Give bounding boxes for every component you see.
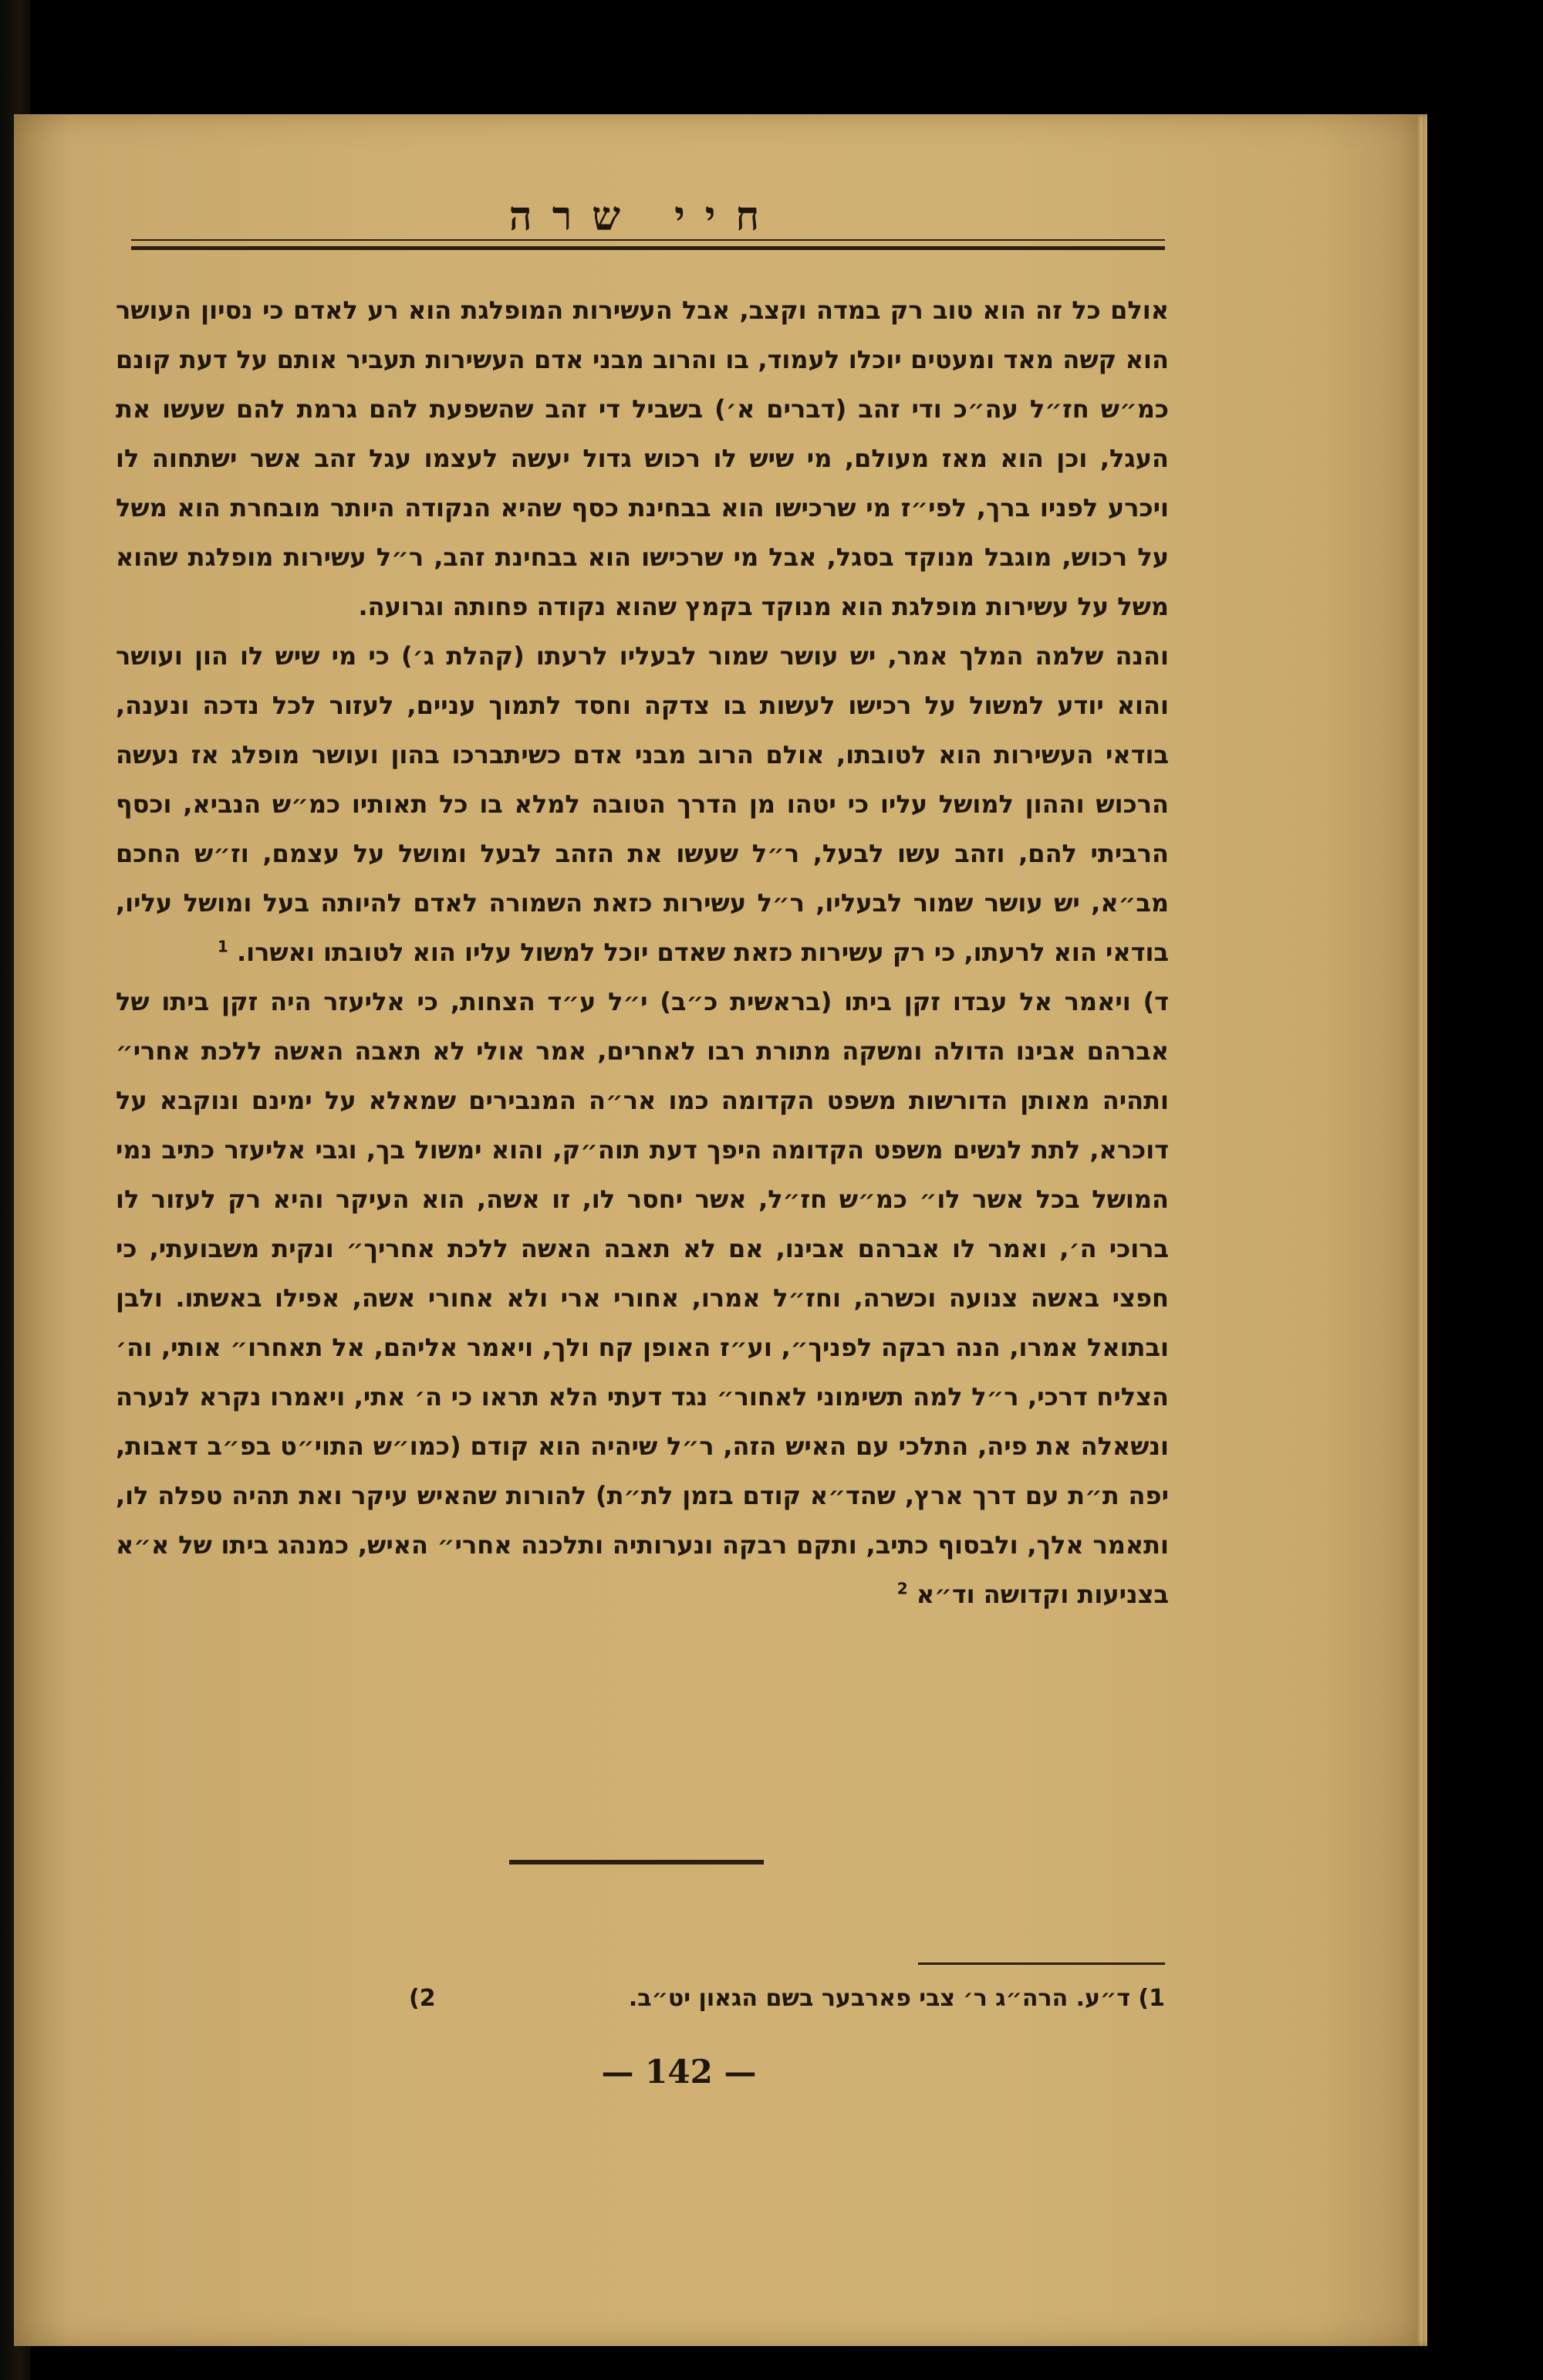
header-rule xyxy=(131,239,1165,250)
footnotes xyxy=(370,1976,1165,2022)
footnote-marker-1: 1 xyxy=(217,937,228,956)
paragraph-3-text: ד) ויאמר אל עבדו זקן ביתו (בראשית כ״ב) י״ל ע״ד הצחות, כי אליעזר היה זקן ביתו של אברהם אבינו הדולה ומשקה מתורת רבו לאחרים, אמר אולי לא תאבה האשה ללכת אחרי״ ותהיה מאותן הדורשות משפט הקדומה כמו אר״ה המנבירים שמאלא על ימינם ונוקבא על דוכרא, לתת לנשים משפט הקדומה היפך דעת תוה״ק, והוא ימשול בך, וגבי אליעזר כתיב נמי המושל בכל אשר לו״ כמ״ש חז״ל, אשר יחסר לו, זו אשה, הוא העיקר והיא רק לעזור לו ברוכי ה׳, ואמר לו אברהם אבינו, אם לא תאבה האשה ללכת אחריך״ ונקית משבועתי, כי חפצי באשה צנועה וכשרה, וחז״ל אמרו, אחורי ארי ולא אחורי אשה, אפילו באשתו. ולבן ובתואל אמרו, הנה רבקה לפניך״, וע״ז האופן קח ולך, ויאמר אליהם, אל תאחרו״ אותי, וה׳ הצליח דרכי, ר״ל למה תשימוני לאחור״ נגד דעתי הלא תראו כי ה׳ אתי, ויאמרו נקרא לנערה ונשאלה את פיה, התלכי עם האיש הזה, ר״ל שיהיה הוא קודם (כמו״ש התוי״ט בפ״ב דאבות, יפה ת״ת עם דרך ארץ, שהד״א קודם בזמן לת״ת) להורות שהאיש עיקר ואת תהיה טפלה לו, ותאמר אלך, ולבסוף כתיב, ותקם רבקה ונערותיה ותלכנה אחרי״ האיש, כמנהג ביתו של א״א בצניעות וקדושה וד״א xyxy=(116,987,1169,1609)
paragraph-1-text: אולם כל זה הוא טוב רק במדה וקצב, אבל העשירות המופלגת הוא רע לאדם כי נסיון העושר הוא קשה מאד ומעטים יוכלו לעמוד, בו והרוב מבני אדם העשירות תעביר אותם על דעת קונם כמ״ש חז״ל עה״כ ודי זהב (דברים א׳) בשביל די זהב שהשפעת להם גרמת להם שעשו את העגל, וכן הוא מאז מעולם, מי שיש לו רכוש גדול יעשה לעצמו עגל זהב אשר ישתחוה לו ויכרע לפניו ברך, לפי״ז מי שרכישו הוא בבחינת כסף שהיא הנקודה היותר מובחרת הוא משל על רכוש, מוגבל מנוקד בסגל, אבל מי שרכישו הוא בבחינת זהב, ר״ל עשירות מופלגת שהוא משל על עשירות מופלגת הוא מנוקד בקמץ שהוא נקודה פחותה וגרועה. xyxy=(116,296,1169,621)
paragraph-2 xyxy=(116,631,1169,977)
paragraph-2-text: והנה שלמה המלך אמר, יש עושר שמור לבעליו לרעתו (קהלת ג׳) כי מי שיש לו הון ועושר והוא יודע למשול על רכישו לעשות בו צדקה וחסד לתמוך עניים, לעזור לכל נדכה ונענה, בודאי העשירות הוא לטובתו, אולם הרוב מבני אדם כשיתברכו בהון ועושר מופלג אז נעשה הרכוש וההון למושל עליו כי יטהו מן הדרך הטובה למלא בו כל תאותיו כמ״ש הנביא, וכסף הרביתי להם, וזהב עשו לבעל, ר״ל שעשו את הזהב לבעל ומושל על עצמם, וז״ש החכם מב״א, יש עושר שמור לבעליו, ר״ל עשירות כזאת השמורה לאדם להיותה בעל ומושל עליו, בודאי הוא לרעתו, כי רק עשירות כזאת שאדם יוכל למשול עליו הוא לטובתו ואשרו. xyxy=(116,641,1169,967)
paragraph-3 xyxy=(116,977,1169,1619)
running-head: חיי שרה xyxy=(508,193,780,240)
footnote-2: 2) xyxy=(409,1985,436,2012)
section-divider xyxy=(509,1860,764,1864)
paragraph-1 xyxy=(116,286,1169,631)
main-text xyxy=(116,286,1169,1619)
footnote-1: 1) ד״ע. הרה״ג ר׳ צבי פארבער בשם הגאון יט״ב. xyxy=(628,1985,1165,2012)
footnote-marker-2: 2 xyxy=(896,1579,908,1598)
page-number: — 142 — xyxy=(601,2053,757,2091)
footnote-rule xyxy=(918,1962,1165,1965)
